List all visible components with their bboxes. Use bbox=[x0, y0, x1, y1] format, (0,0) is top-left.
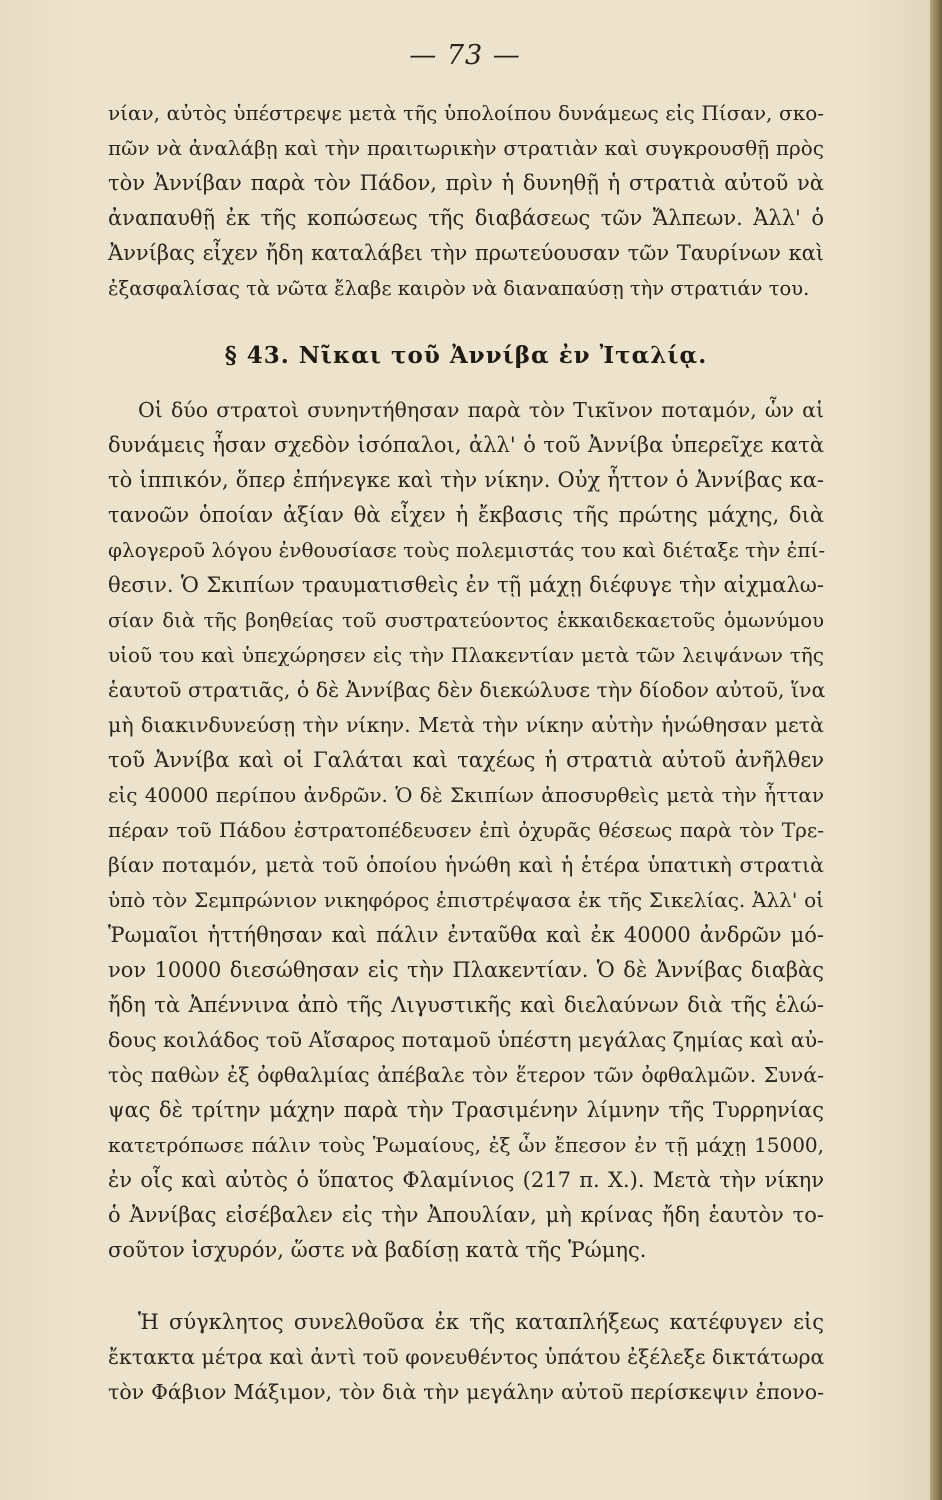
text-line: Οἱ δύο στρατοὶ συνηντήθησαν παρὰ τὸν Τικῖνον ποταμόν, ὧν αἱ bbox=[138, 398, 824, 422]
text-line: Ἀννίβας εἶχεν ἤδη καταλάβει τὴν πρωτεύουσαν τῶν Ταυρίνων καὶ bbox=[108, 241, 824, 265]
text-line: υἱοῦ του καὶ ὑπεχώρησεν εἰς τὴν Πλακεντίαν μετὰ τῶν λειψάνων τῆς bbox=[108, 643, 824, 667]
text-line: ἀναπαυθῇ ἐκ τῆς κοπώσεως τῆς διαβάσεως τῶν Ἄλπεων. Ἀλλ' ὁ bbox=[108, 206, 824, 230]
section-heading: § 43. Νῖκαι τοῦ Ἀννίβα ἐν Ἰταλίᾳ. bbox=[224, 342, 708, 369]
text-line: τὸν Φάβιον Μάξιμον, τὸν διὰ τὴν μεγάλην αὐτοῦ περίσκεψιν ἐπονο- bbox=[108, 1380, 824, 1404]
text-line: ἐν οἷς καὶ αὐτὸς ὁ ὕπατος Φλαμίνιος (217 π. Χ.). Μετὰ τὴν νίκην bbox=[108, 1168, 824, 1192]
text-line: τὸν Ἀννίβαν παρὰ τὸν Πάδον, πρὶν ἡ δυνηθῇ ἡ στρατιὰ αὐτοῦ νὰ bbox=[108, 171, 824, 195]
text-line: εἰς 40000 περίπου ἀνδρῶν. Ὁ δὲ Σκιπίων ἀποσυρθεὶς μετὰ τὴν ἧτταν bbox=[108, 783, 824, 807]
text-line: ἤδη τὰ Ἀπέννινα ἀπὸ τῆς Λιγυστικῆς καὶ διελαύνων διὰ τῆς ἑλώ- bbox=[108, 993, 824, 1017]
text-line: ὑπὸ τὸν Σεμπρώνιον νικηφόρος ἐπιστρέψασα ἐκ τῆς Σικελίας. Ἀλλ' οἱ bbox=[108, 888, 824, 912]
text-line: νον 10000 διεσώθησαν εἰς τὴν Πλακεντίαν. Ὁ δὲ Ἀννίβας διαβὰς bbox=[108, 958, 824, 982]
text-line: σίαν διὰ τῆς βοηθείας τοῦ συστρατεύοντος ἑκκαιδεκαετοῦς ὁμωνύμου bbox=[108, 609, 824, 632]
text-line: Ἡ σύγκλητος συνελθοῦσα ἐκ τῆς καταπλήξεως κατέφυγεν εἰς bbox=[138, 1310, 824, 1334]
text-line: ὁ Ἀννίβας εἰσέβαλεν εἰς τὴν Ἀπουλίαν, μὴ κρίνας ἤδη ἑαυτὸν το- bbox=[108, 1203, 824, 1227]
paragraph-battles bbox=[108, 393, 824, 1268]
page-number: — 73 — bbox=[409, 40, 521, 71]
text-line: βίαν ποταμόν, μετὰ τοῦ ὁποίου ἡνώθη καὶ ἡ ἑτέρα ὑπατικὴ στρατιὰ bbox=[108, 853, 824, 877]
text-line: κατετρόπωσε πάλιν τοὺς Ῥωμαίους, ἐξ ὧν ἔπεσον ἐν τῇ μάχῃ 15000, bbox=[108, 1133, 824, 1157]
paragraph-senate bbox=[108, 1305, 824, 1410]
text-line: ἐξασφαλίσας τὰ νῶτα ἔλαβε καιρὸν νὰ διαναπαύσῃ τὴν στρατιάν του. bbox=[108, 277, 810, 300]
text-line: τανοῶν ὁποίαν ἀξίαν θὰ εἶχεν ἡ ἔκβασις τῆς πρώτης μάχης, διὰ bbox=[108, 503, 824, 527]
text-line: σοῦτον ἰσχυρόν, ὥστε νὰ βαδίσῃ κατὰ τῆς Ῥώμης. bbox=[108, 1238, 647, 1262]
text-line: θεσιν. Ὁ Σκιπίων τραυματισθεὶς ἐν τῇ μάχῃ διέφυγε τὴν αἰχμαλω- bbox=[108, 573, 824, 597]
text-line: φλογεροῦ λόγου ἐνθουσίασε τοὺς πολεμιστάς του καὶ διέταξε τὴν ἐπί- bbox=[108, 538, 826, 562]
text-line: Ῥωμαῖοι ἡττήθησαν καὶ πάλιν ἐνταῦθα καὶ ἐκ 40000 ἀνδρῶν μό- bbox=[108, 923, 824, 947]
text-line: ἑαυτοῦ στρατιᾶς, ὁ δὲ Ἀννίβας δὲν διεκώλυσε τὴν δίοδον αὐτοῦ, ἵνα bbox=[108, 678, 826, 702]
text-line: νίαν, αὐτὸς ὑπέστρεψε μετὰ τῆς ὑπολοίπου δυνάμεως εἰς Πίσαν, σκο- bbox=[108, 101, 824, 125]
text-line: ψας δὲ τρίτην μάχην παρὰ τὴν Τρασιμένην λίμνην τῆς Τυρρηνίας bbox=[108, 1098, 824, 1122]
text-line: ἔκτακτα μέτρα καὶ ἀντὶ τοῦ φονευθέντος ὑπάτου ἐξέλεξε δικτάτωρα bbox=[108, 1345, 825, 1369]
paragraph-continuation bbox=[108, 96, 824, 306]
book-edge bbox=[930, 0, 942, 1500]
text-line: πέραν τοῦ Πάδου ἐστρατοπέδευσεν ἐπὶ ὀχυρᾶς θέσεως παρὰ τὸν Τρε- bbox=[108, 818, 824, 842]
text-line: τὸ ἱππικόν, ὅπερ ἐπήνεγκε καὶ τὴν νίκην. Οὐχ ἧττον ὁ Ἀννίβας κα- bbox=[108, 468, 824, 492]
text-line: μὴ διακινδυνεύσῃ τὴν νίκην. Μετὰ τὴν νίκην αὐτὴν ἡνώθησαν μετὰ bbox=[108, 713, 824, 737]
text-line: δυνάμεις ἦσαν σχεδὸν ἰσόπαλοι, ἀλλ' ὁ τοῦ Ἀννίβα ὑπερεῖχε κατὰ bbox=[108, 433, 824, 457]
text-line: δους κοιλάδος τοῦ Αἴσαρος ποταμοῦ ὑπέστη μεγάλας ζημίας καὶ αὐ- bbox=[108, 1028, 824, 1052]
text-line: τὸς παθὼν ἐξ ὀφθαλμίας ἀπέβαλε τὸν ἕτερον τῶν ὀφθαλμῶν. Συνά- bbox=[108, 1063, 824, 1087]
text-line: πῶν νὰ ἀναλάβῃ καὶ τὴν πραιτωρικὴν στρατιὰν καὶ συγκρουσθῇ πρὸς bbox=[108, 136, 824, 160]
text-line: τοῦ Ἀννίβα καὶ οἱ Γαλάται καὶ ταχέως ἡ στρατιὰ αὐτοῦ ἀνῆλθεν bbox=[108, 748, 824, 772]
